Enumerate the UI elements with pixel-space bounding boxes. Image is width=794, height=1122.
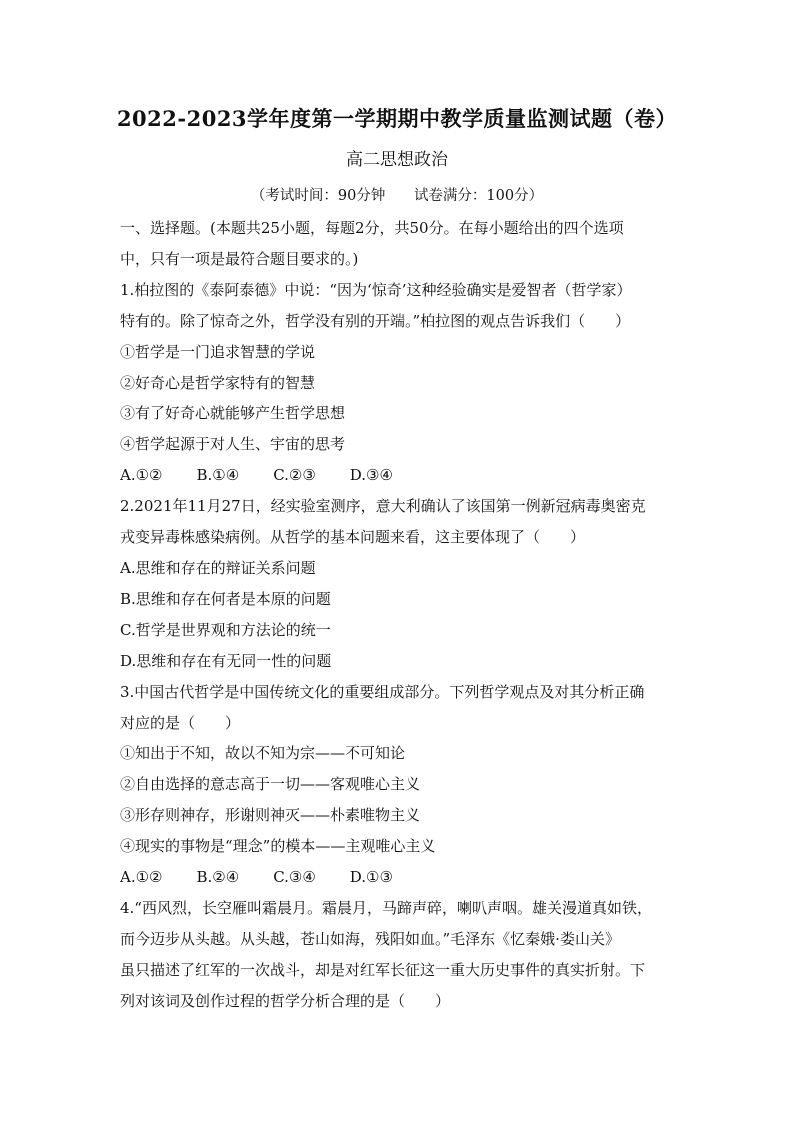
exam-time: （考试时间：90分钟 — [250, 188, 386, 204]
question-3-statement: ④现实的事物是“理念”的模本——主观唯心主义 — [120, 837, 436, 856]
question-1-statement: ④哲学起源于对人生、宇宙的思考 — [120, 435, 346, 454]
question-2-choice-c: C.哲学是世界观和方法论的统一 — [120, 620, 331, 639]
question-2-stem: 2.2021年11月27日，经实验室测序，意大利确认了该国第一例新冠病毒奥密克 — [120, 497, 646, 516]
section-heading-line: 中，只有一项是最符合题目要求的。) — [120, 249, 359, 268]
exam-title: 2022-2023学年度第一学期期中教学质量监测试题（卷） — [116, 106, 678, 131]
question-3-statement: ③形存则神存，形谢则神灭——朴素唯物主义 — [120, 806, 421, 825]
question-1-stem: 1.柏拉图的《泰阿泰德》中说：“因为‘惊奇’这种经验确实是爱智者（哲学家） — [120, 280, 632, 299]
question-3-stem: 对应的是（ ） — [120, 713, 241, 732]
question-1-statement: ①哲学是一门追求智慧的学说 — [120, 342, 316, 361]
question-1-statement: ②好奇心是哲学家特有的智慧 — [120, 373, 316, 392]
question-3-statement: ②自由选择的意志高于一切——客观唯心主义 — [120, 775, 421, 794]
full-score: 试卷满分：100分） — [413, 188, 544, 204]
question-1-statement: ③有了好奇心就能够产生哲学思想 — [120, 404, 346, 423]
option-d: D.①③ — [349, 868, 393, 887]
question-3-statement: ①知出于不知，故以不知为宗——不可知论 — [120, 744, 406, 763]
option-b: B.②④ — [196, 868, 240, 887]
question-4-stem: 列对该词及创作过程的哲学分析合理的是（ ） — [120, 991, 451, 1010]
question-4-stem: 而今迈步从头越。从头越，苍山如海，残阳如血。”毛泽东《忆秦娥·娄山关》 — [120, 929, 620, 948]
exam-info — [0, 184, 794, 205]
section-heading-line: 一、选择题。(本题共25小题，每题2分，共50分。在每小题给出的四个选项 — [120, 219, 624, 237]
option-c: C.③④ — [273, 868, 316, 887]
question-4-stem: 虽只描述了红军的一次战斗，却是对红军长征这一重大历史事件的真实折射。下 — [120, 960, 646, 979]
question-2-choice-b: B.思维和存在何者是本原的问题 — [120, 589, 331, 608]
option-b: B.①④ — [196, 466, 240, 485]
question-1-stem: 特有的。除了惊奇之外，哲学没有别的开端。”柏拉图的观点告诉我们（ ） — [120, 311, 631, 330]
question-1-options — [120, 460, 680, 491]
exam-content — [120, 213, 680, 1017]
exam-subject: 高二思想政治 — [346, 150, 448, 170]
question-2-stem: 戎变异毒株感染病例。从哲学的基本问题来看，这主要体现了（ ） — [120, 528, 586, 547]
option-c: C.②③ — [273, 466, 316, 485]
question-3-stem: 3.中国古代哲学是中国传统文化的重要组成部分。下列哲学观点及对其分析正确 — [120, 682, 645, 701]
question-2-choice-d: D.思维和存在有无同一性的问题 — [120, 651, 332, 670]
option-a: A.①② — [120, 868, 163, 887]
question-3-options — [120, 862, 680, 893]
option-d: D.③④ — [349, 466, 393, 485]
option-a: A.①② — [120, 466, 163, 485]
question-2-choice-a: A.思维和存在的辩证关系问题 — [120, 558, 316, 577]
question-4-stem: 4.“西风烈，长空雁叫霜晨月。霜晨月，马蹄声碎，喇叭声咽。雄关漫道真如铁， — [120, 898, 652, 917]
